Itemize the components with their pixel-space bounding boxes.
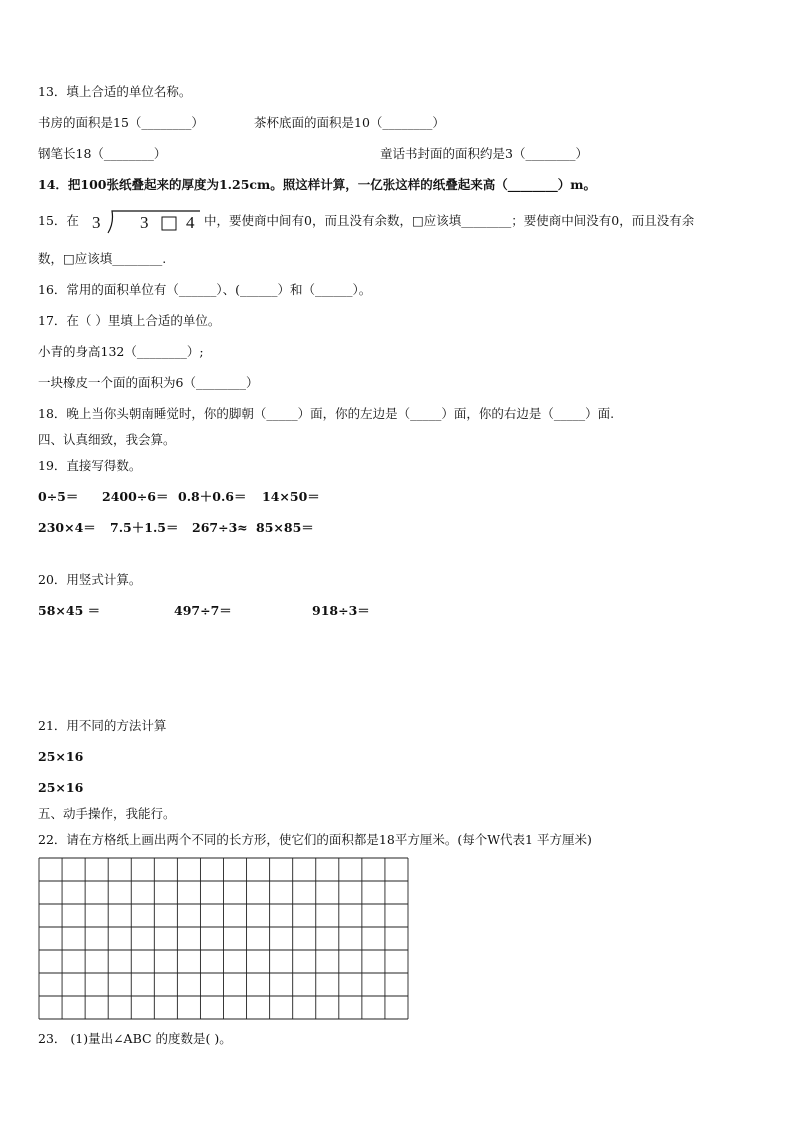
q14-text: 14．把100张纸叠起来的厚度为1.25cm。照这样计算，一亿张这样的纸叠起来高（________）m。 [38,177,596,192]
q19-expr: 7.5＋1.5＝ [110,520,179,535]
q21-expr-b: 25×16 [38,780,84,795]
q23-text: 23． (1)量出∠ABC 的度数是( )。 [38,1031,232,1046]
q15-line2: 数，□应该填________. [38,251,167,266]
q13-item-cup-area: 茶杯底面的面积是10（________） [254,115,445,130]
q19-title: 19．直接写得数。 [38,458,142,473]
q13-item-study-area: 书房的面积是15（________） [38,115,204,130]
q17-title: 17．在（ ）里填上合适的单位。 [38,313,221,328]
q13-item-pen-length: 钢笔长18（________） [38,146,167,161]
q15-dividend-digit-3: 4 [186,213,195,232]
q21-title: 21．用不同的方法计算 [38,718,167,733]
q19-expr: 85×85＝ [256,520,314,535]
q20-expr: 58×45 ＝ [38,603,101,618]
q20-title: 20．用竖式计算。 [38,572,142,587]
section-5-title: 五、动手操作，我能行。 [38,806,176,821]
q19-expr: 0.8＋0.6＝ [178,489,247,504]
q19-expr: 0÷5＝ [38,489,79,504]
q19-expr: 230×4＝ [38,520,96,535]
q15-suffix: 中，要使商中间有0，而且没有余数，□应该填________；要使商中间没有0，而且没有余 [204,213,695,228]
q21-expr-a: 25×16 [38,749,84,764]
square-grid-paper[interactable] [38,857,410,1021]
q13-item-book-cover: 童话书封面的面积约是3（________） [380,146,588,161]
q19-expr: 2400÷6＝ [102,489,169,504]
q17-item-eraser: 一块橡皮一个面的面积为6（________） [38,375,259,390]
q18-text: 18．晚上当你头朝南睡觉时，你的脚朝（_____）面，你的左边是（_____）面，你的右边是（_____）面. [38,406,615,421]
q22-text: 22．请在方格纸上画出两个不同的长方形，使它们的面积都是18平方厘米。(每个W代表1 平方厘米) [38,832,592,847]
q15-prefix: 15．在 [38,213,79,228]
q19-expr: 14×50＝ [262,489,320,504]
section-4-title: 四、认真细致，我会算。 [38,432,176,447]
q15-divisor: 3 [92,213,101,232]
q19-expr: 267÷3≈ [192,520,248,535]
q20-expr: 918÷3＝ [312,603,370,618]
q15-division-bracket [84,207,204,235]
q20-expr: 497÷7＝ [174,603,232,618]
q13-title: 13．填上合适的单位名称。 [38,84,192,99]
q16-text: 16．常用的面积单位有（______）、(______）和（______）。 [38,282,372,297]
q17-item-height: 小青的身高132（________）; [38,344,204,359]
q15-dividend-digit-1: 3 [140,213,149,232]
